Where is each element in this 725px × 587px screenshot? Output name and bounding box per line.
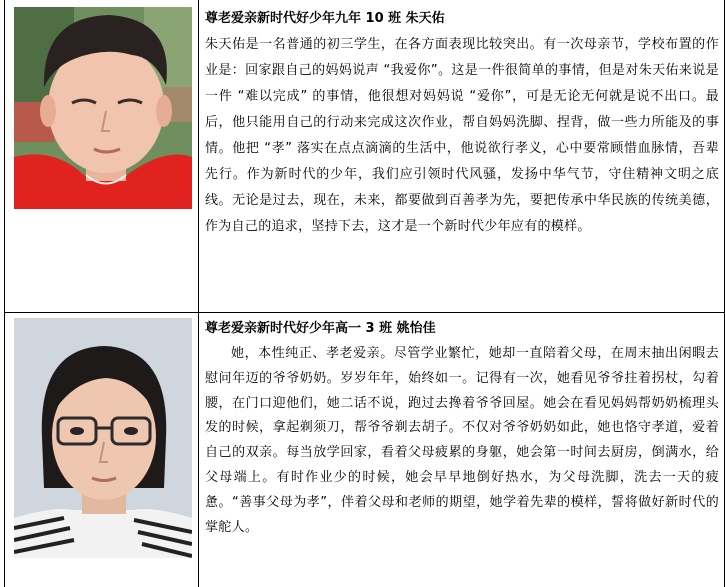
column-divider bbox=[198, 313, 199, 587]
student-photo-girl bbox=[14, 318, 192, 558]
student-row-1 bbox=[5, 0, 724, 313]
portrait-girl-image bbox=[14, 318, 192, 558]
student-text-cell-2 bbox=[205, 319, 719, 540]
student-text-cell-1 bbox=[205, 9, 719, 240]
column-divider bbox=[198, 0, 199, 312]
student-photo-boy bbox=[14, 7, 192, 209]
student-title-2: 尊老爱亲新时代好少年高一 3 班 姚怡佳 bbox=[205, 321, 436, 336]
portrait-boy-image bbox=[14, 7, 192, 209]
student-row-2 bbox=[5, 313, 724, 587]
student-table bbox=[4, 0, 725, 587]
student-title-1: 尊老爱亲新时代好少年九年 10 班 朱天佑 bbox=[205, 11, 445, 26]
student-description-2: 她，本性纯正、孝老爱亲。尽管学业繁忙，她却一直陪着父母，在周末抽出闲暇去慰问年迈的爷爷奶奶。岁岁年年，始终如一。记得有一次，她看见爷爷拄着拐杖，勾着腰，在门口迎他们，她二话不说，跑过去搀着爷爷回屋。她会在看见妈妈帮奶奶梳理头发的时候，拿起剃须刀，帮爷爷剃去胡子。不仅对爷爷奶奶如此，她也恪守孝道，爱着自己的双亲。每当放学回家，看着父母疲累的身躯，她会第一时间去厨房，倒满水，给父母端上。有时作业少的时候，她会早早地倒好热水，为父母洗脚，洗去一天的疲惫。“善事父母为孝”，伴着父母和老师的期望，她学着先辈的模样，誓将做好新时代的掌舵人。 bbox=[205, 346, 719, 535]
student-description-1: 朱天佑是一名普通的初三学生，在各方面表现比较突出。有一次母亲节，学校布置的作业是：回家跟自己的妈妈说声 “我爱你”。这是一件很简单的事情，但是对朱天佑来说是一件 “难以完成” 的事情，他很想对妈妈说 “爱你”，可是无论无何就是说不出口。最后，他只能用自己的行动来完成这次作业，帮自妈妈洗脚、捏背，做一些力所能及的事情。他把 “孝” 落实在点点滴滴的生活中，他说欲行孝义，心中要常顾惜血脉情，吾辈先行。作为新时代的少年，我们应引领时代风骚，发扬中华气节，守住精神文明之底线。无论是过去，现在，未来，都要做到百善孝为先，要把传承中华民族的传统美德，作为自己的追求，坚持下去，这才是一个新时代少年应有的模样。 bbox=[205, 37, 719, 234]
